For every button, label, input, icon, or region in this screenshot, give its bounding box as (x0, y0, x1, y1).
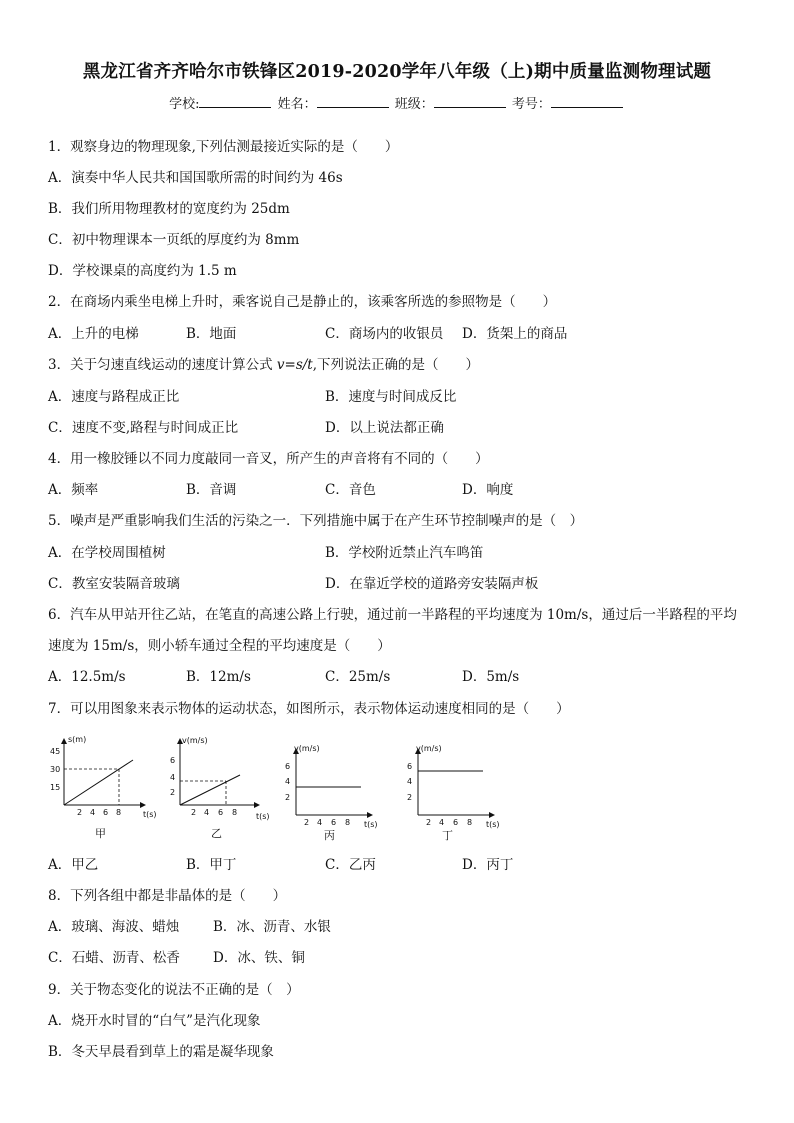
q5-option-d: D．在靠近学校的道路旁安装隔声板 (325, 576, 539, 592)
graph-jia (50, 735, 157, 840)
q7-option-a: A．甲乙 (48, 857, 99, 873)
graph-bing-ytick: 2 (285, 793, 291, 802)
q2-option-b: B．地面 (186, 326, 237, 342)
question-6-stem: 6．汽车从甲站开往乙站，在笔直的高速公路上行驶，通过前一半路程的平均速度为 10m/s，通过后一半路程的平均 (48, 607, 737, 623)
graph-yi-ylabel: v(m/s) (182, 736, 208, 745)
q8-option-c: C．石蜡、沥青、松香 (48, 950, 180, 966)
question-1-stem: 1．观察身边的物理现象,下列估测最接近实际的是（ ） (48, 139, 399, 155)
graph-ding-caption: 丁 (442, 829, 453, 842)
q1-option-d: D．学校课桌的高度约为 1.5 m (48, 263, 237, 279)
name-label: 姓名： (277, 97, 317, 112)
page-title: 黑龙江省齐齐哈尔市铁锋区2019-2020学年八年级（上)期中质量监测物理试题 (82, 62, 712, 82)
q3-stem-pre: 3．关于匀速直线运动的速度计算公式 (48, 357, 277, 373)
graph-ding-ylabel: v(m/s) (416, 744, 442, 753)
graph-jia-xtick: 8 (116, 808, 122, 817)
graph-yi-xtick: 4 (204, 808, 210, 817)
q3-formula: v=s/t (276, 357, 313, 373)
graph-ding-xtick: 2 (426, 818, 432, 827)
q3-option-a: A．速度与路程成正比 (48, 389, 180, 405)
graph-ding-ytick: 6 (407, 762, 413, 771)
q7-option-b: B．甲丁 (186, 857, 237, 873)
q3-stem-post: ,下列说法正确的是（ ） (312, 357, 480, 373)
question-9-stem: 9．关于物态变化的说法不正确的是（ ） (48, 982, 300, 998)
q9-option-b: B．冬天早晨看到草上的霜是凝华现象 (48, 1044, 274, 1060)
graph-bing-xtick: 4 (317, 818, 323, 827)
number-label: 考号： (511, 97, 551, 112)
question-7-stem: 7．可以用图象来表示物体的运动状态，如图所示，表示物体运动速度相同的是（ ） (48, 701, 570, 717)
q6-option-a: A．12.5m/s (48, 669, 126, 685)
class-label: 班级： (394, 97, 434, 112)
graph-yi-xlabel: t(s) (256, 812, 270, 821)
q2-option-d: D．货架上的商品 (462, 326, 568, 342)
q4-option-a: A．频率 (48, 482, 99, 498)
q2-option-c: C．商场内的收银员 (325, 326, 444, 342)
student-info-line (0, 93, 794, 112)
q5-option-a: A．在学校周围植树 (48, 545, 166, 561)
graph-yi (170, 736, 270, 840)
number-field[interactable] (551, 96, 623, 108)
q6-option-b: B．12m/s (186, 669, 251, 685)
graph-yi-xtick: 2 (191, 808, 197, 817)
graph-yi-ytick: 2 (170, 788, 176, 797)
class-field[interactable] (434, 96, 506, 108)
q3-option-d: D．以上说法都正确 (325, 420, 444, 436)
school-field[interactable] (199, 96, 271, 108)
q9-option-a: A．烧开水时冒的“白气”是汽化现象 (48, 1013, 261, 1029)
q6-option-d: D．5m/s (462, 669, 520, 685)
question-8-stem: 8．下列各组中都是非晶体的是（ ） (48, 888, 287, 904)
question-2-stem: 2．在商场内乘坐电梯上升时，乘客说自己是静止的，该乘客所选的参照物是（ ） (48, 294, 557, 310)
graph-jia-line (64, 760, 133, 805)
graph-bing-caption: 丙 (324, 829, 335, 842)
q8-option-b: B．冰、沥青、水银 (213, 919, 331, 935)
q1-option-a: A．演奏中华人民共和国国歌所需的时间约为 46s (48, 170, 343, 186)
graph-bing-xtick: 8 (345, 818, 351, 827)
graph-yi-xtick: 8 (232, 808, 238, 817)
question-6-stem-cont: 速度为 15m/s，则小轿车通过全程的平均速度是（ ） (48, 638, 391, 654)
graph-bing-ytick: 6 (285, 762, 291, 771)
graph-yi-caption: 乙 (211, 827, 222, 840)
q1-option-c: C．初中物理课本一页纸的厚度约为 8mm (48, 232, 300, 248)
graph-ding-xtick: 8 (467, 818, 473, 827)
q7-option-d: D．丙丁 (462, 857, 514, 873)
graph-ding-ytick: 4 (407, 777, 413, 786)
school-label: 学校: (169, 97, 200, 112)
graph-jia-ylabel: s(m) (68, 735, 87, 744)
q3-option-c: C．速度不变,路程与时间成正比 (48, 420, 239, 436)
q4-option-d: D．响度 (462, 482, 514, 498)
graph-jia-xtick: 6 (103, 808, 109, 817)
question-5-stem: 5．噪声是严重影响我们生活的污染之一．下列措施中属于在产生环节控制噪声的是（ ） (48, 513, 584, 529)
q8-option-d: D．冰、铁、铜 (213, 950, 305, 966)
graph-jia-ytick: 15 (50, 783, 61, 792)
graph-bing-xtick: 6 (331, 818, 337, 827)
question-3-stem (48, 357, 479, 373)
graph-ding-ytick: 2 (407, 793, 413, 802)
q4-option-b: B．音调 (186, 482, 237, 498)
q6-option-c: C．25m/s (325, 669, 391, 685)
graph-bing-ylabel: v(m/s) (294, 744, 320, 753)
graph-yi-line (180, 775, 240, 805)
graph-ding-xtick: 4 (439, 818, 445, 827)
graph-yi-ytick: 4 (170, 773, 176, 782)
graph-jia-ytick: 45 (50, 747, 61, 756)
graph-bing-xlabel: t(s) (364, 820, 378, 829)
graph-jia-xtick: 2 (77, 808, 83, 817)
motion-graphs-figure (40, 735, 510, 845)
graph-jia-ytick: 30 (50, 765, 61, 774)
graph-ding (407, 744, 500, 842)
question-4-stem: 4．用一橡胶锤以不同力度敲同一音叉，所产生的声音将有不同的（ ） (48, 451, 489, 467)
q5-option-c: C．教室安装隔音玻璃 (48, 576, 180, 592)
q5-option-b: B．学校附近禁止汽车鸣笛 (325, 545, 484, 561)
q3-option-b: B．速度与时间成反比 (325, 389, 457, 405)
graph-ding-xlabel: t(s) (486, 820, 500, 829)
graph-yi-ytick: 6 (170, 756, 176, 765)
graph-bing-xtick: 2 (304, 818, 310, 827)
graph-jia-caption: 甲 (95, 827, 106, 840)
graph-jia-xtick: 4 (90, 808, 96, 817)
graph-yi-xtick: 6 (218, 808, 224, 817)
graph-ding-xtick: 6 (453, 818, 459, 827)
q2-option-a: A．上升的电梯 (48, 326, 139, 342)
graph-jia-xlabel: t(s) (143, 810, 157, 819)
graph-bing (285, 744, 378, 842)
q7-option-c: C．乙丙 (325, 857, 376, 873)
q4-option-c: C．音色 (325, 482, 376, 498)
name-field[interactable] (317, 96, 389, 108)
q1-option-b: B．我们所用物理教材的宽度约为 25dm (48, 201, 290, 217)
graph-bing-ytick: 4 (285, 777, 291, 786)
q8-option-a: A．玻璃、海波、蜡烛 (48, 919, 180, 935)
